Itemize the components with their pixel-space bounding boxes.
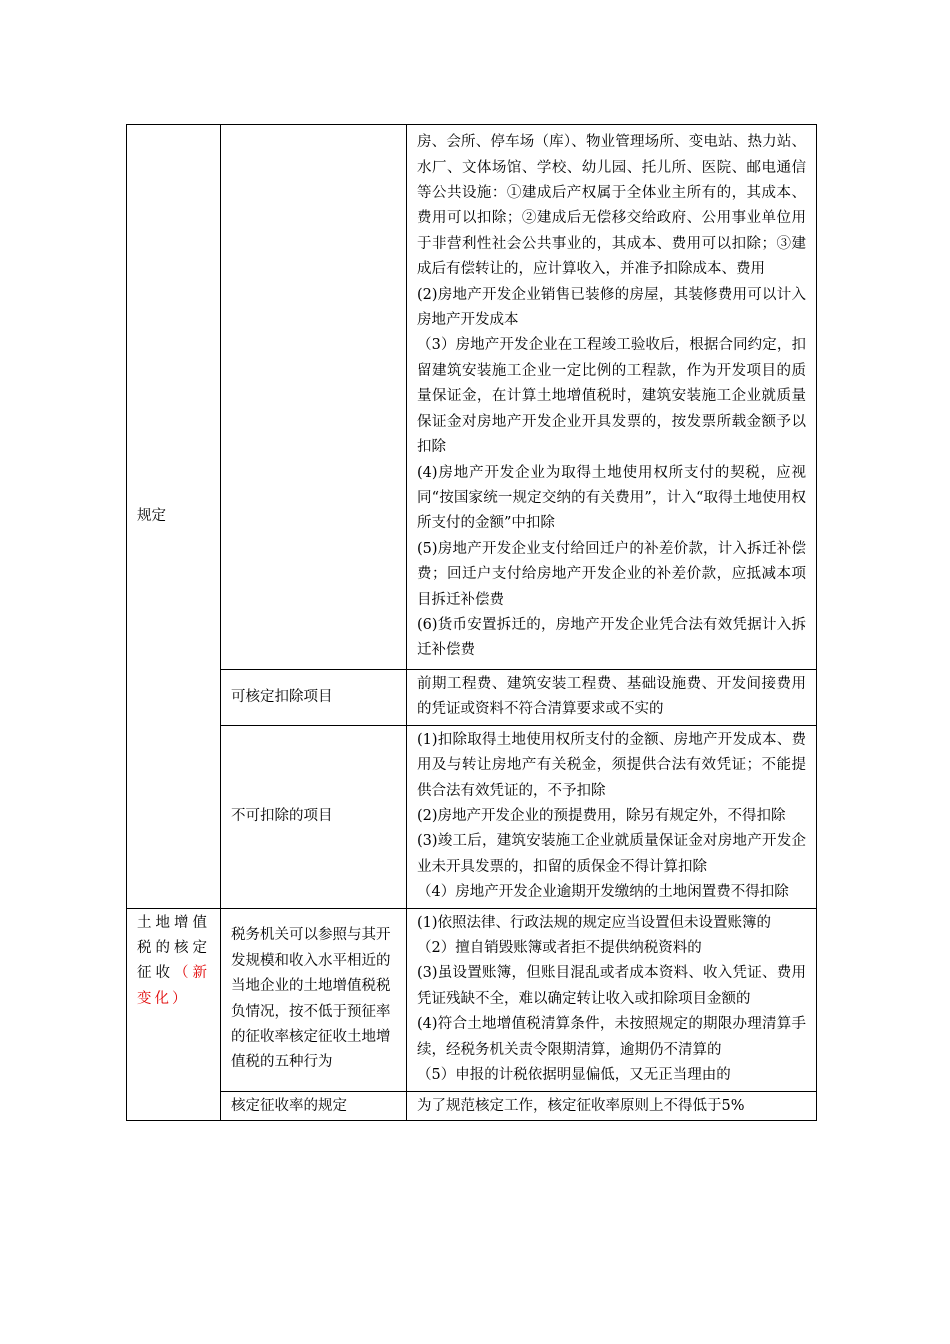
content-paragraph: （3）房地产开发企业在工程竣工验收后，根据合同约定，扣留建筑安装施工企业一定比例的工程款，作为开发项目的质量保证金，在计算土地增值税时，建筑安装施工企业就质量保证金对房地产开发企业开具发票的，按发票所载金额予以扣除 <box>417 337 806 456</box>
category-label: 土地增值税的核定征收 <box>137 914 210 982</box>
table-row <box>127 125 817 670</box>
content-paragraph: 为了规范核定工作，核定征收率原则上不得低于5% <box>417 1097 745 1114</box>
content-paragraph: (3)竣工后，建筑安装施工企业就质量保证金对房地产开发企业未开具发票的，扣留的质保金不得计算扣除 <box>417 833 806 875</box>
subcategory-cell <box>221 908 407 1091</box>
content-paragraph: (4)符合土地增值税清算条件，未按照规定的期限办理清算手续，经税务机关责令限期清算，逾期仍不清算的 <box>417 1016 806 1058</box>
document-table <box>126 124 817 1121</box>
content-paragraph: 前期工程费、建筑安装工程费、基础设施费、开发间接费用的凭证或资料不符合清算要求或不实的 <box>417 676 806 718</box>
subcategory-cell <box>221 670 407 726</box>
subcategory-cell <box>221 1091 407 1120</box>
content-paragraph: （4）房地产开发企业逾期开发缴纳的土地闲置费不得扣除 <box>417 884 789 901</box>
table-row <box>127 725 817 908</box>
category-label: 规定 <box>137 507 166 524</box>
content-paragraph: 房、会所、停车场（库）、物业管理场所、变电站、热力站、水厂、文体场馆、学校、幼儿园、托儿所、医院、邮电通信等公共设施：①建成后产权属于全体业主所有的，其成本、费用可以扣除；②建成后无偿移交给政府、公用事业单位用于非营利性社会公共事业的，其成本、费用可以扣除；③建成后有偿转让的，应计算收入，并准予扣除成本、费用 <box>417 134 806 278</box>
table-row <box>127 908 817 1091</box>
subcategory-label: 核定征收率的规定 <box>231 1097 347 1114</box>
content-paragraph: (1)依照法律、行政法规的规定应当设置但未设置账簿的 <box>417 914 772 931</box>
content-cell <box>407 125 817 670</box>
category-cell <box>127 125 221 909</box>
content-paragraph: (4)房地产开发企业为取得土地使用权所支付的契税，应视同“按国家统一规定交纳的有关费用”，计入“取得土地使用权所支付的金额”中扣除 <box>417 464 806 532</box>
content-paragraph: (6)货币安置拆迁的，房地产开发企业凭合法有效凭据计入拆迁补偿费 <box>417 616 806 659</box>
content-cell <box>407 908 817 1091</box>
new-change-badge: （新变化） <box>137 965 210 1007</box>
content-paragraph: （5）申报的计税依据明显偏低，又无正当理由的 <box>417 1067 731 1084</box>
subcategory-label: 税务机关可以参照与其开发规模和收入水平相近的当地企业的土地增值税税负情况，按不低于预征率的征收率核定征收土地增值税的五种行为 <box>231 927 391 1071</box>
content-cell <box>407 725 817 908</box>
content-cell <box>407 1091 817 1120</box>
table-row <box>127 1091 817 1120</box>
table-row <box>127 670 817 726</box>
content-paragraph: (3)虽设置账簿，但账目混乱或者成本资料、收入凭证、费用凭证残缺不全，难以确定转让收入或扣除项目金额的 <box>417 965 806 1007</box>
category-cell <box>127 908 221 1120</box>
subcategory-label: 不可扣除的项目 <box>231 808 333 825</box>
content-paragraph: （2）擅自销毁账簿或者拒不提供纳税资料的 <box>417 940 702 957</box>
content-paragraph: (5)房地产开发企业支付给回迁户的补差价款，计入拆迁补偿费；回迁户支付给房地产开发企业的补差价款，应抵减本项目拆迁补偿费 <box>417 540 806 608</box>
content-cell <box>407 670 817 726</box>
subcategory-cell <box>221 725 407 908</box>
subcategory-cell-empty <box>221 125 407 670</box>
subcategory-label: 可核定扣除项目 <box>231 688 333 705</box>
content-paragraph: (2)房地产开发企业的预提费用，除另有规定外，不得扣除 <box>417 808 786 825</box>
content-paragraph: (1)扣除取得土地使用权所支付的金额、房地产开发成本、费用及与转让房地产有关税金，须提供合法有效凭证；不能提供合法有效凭证的，不予扣除 <box>417 731 806 799</box>
content-paragraph: (2)房地产开发企业销售已装修的房屋，其装修费用可以计入房地产开发成本 <box>417 286 806 329</box>
